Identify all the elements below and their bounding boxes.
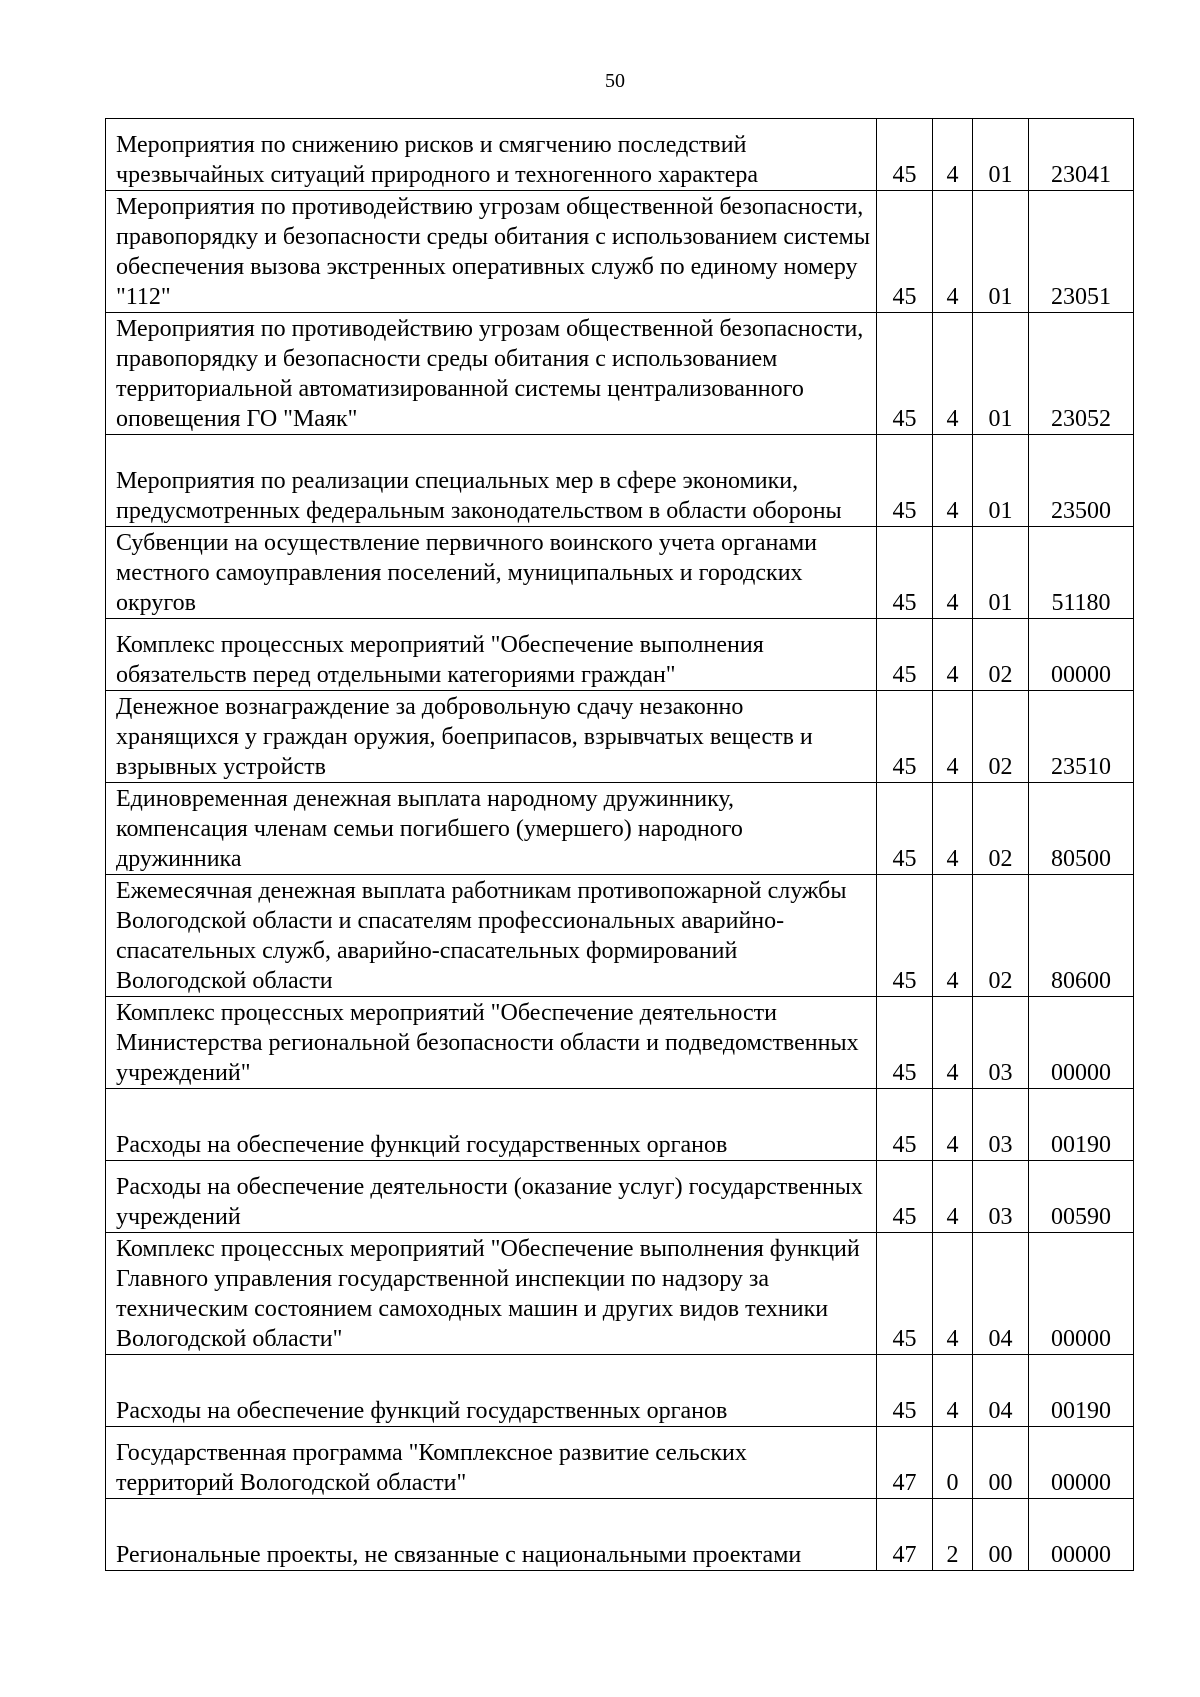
table-row <box>106 191 1134 313</box>
code-3: 03 <box>973 1089 1029 1161</box>
row-name: Расходы на обеспечение функций государственных органов <box>106 1355 877 1427</box>
code-3: 03 <box>973 1161 1029 1233</box>
code-4: 23500 <box>1029 435 1134 527</box>
table-row <box>106 527 1134 619</box>
table-row <box>106 1427 1134 1499</box>
code-1: 45 <box>877 119 933 191</box>
code-4: 00000 <box>1029 997 1134 1089</box>
code-1: 45 <box>877 435 933 527</box>
table-row <box>106 1355 1134 1427</box>
code-3: 01 <box>973 119 1029 191</box>
code-2: 4 <box>933 1355 973 1427</box>
code-4: 00190 <box>1029 1355 1134 1427</box>
code-1: 45 <box>877 191 933 313</box>
code-2: 4 <box>933 875 973 997</box>
table-row <box>106 119 1134 191</box>
row-name: Комплекс процессных мероприятий "Обеспечение выполнения функций Главного управления государственной инспекции по надзору за техническим состоянием самоходных машин и других видов техники Вологодской области" <box>106 1233 877 1355</box>
row-name: Мероприятия по противодействию угрозам общественной безопасности, правопорядку и безопасности среды обитания с использованием системы обеспечения вызова экстренных оперативных служб по единому номеру "112" <box>106 191 877 313</box>
row-name: Комплекс процессных мероприятий "Обеспечение деятельности Министерства региональной безопасности области и подведомственных учреждений" <box>106 997 877 1089</box>
code-1: 45 <box>877 997 933 1089</box>
budget-table <box>105 118 1134 1571</box>
row-name: Региональные проекты, не связанные с национальными проектами <box>106 1499 877 1571</box>
code-4: 80600 <box>1029 875 1134 997</box>
code-1: 45 <box>877 1161 933 1233</box>
code-4: 80500 <box>1029 783 1134 875</box>
table-row <box>106 1499 1134 1571</box>
table-row <box>106 875 1134 997</box>
table-row <box>106 783 1134 875</box>
code-1: 45 <box>877 1233 933 1355</box>
table-row <box>106 1233 1134 1355</box>
code-1: 45 <box>877 691 933 783</box>
code-3: 01 <box>973 435 1029 527</box>
code-1: 45 <box>877 527 933 619</box>
code-3: 00 <box>973 1427 1029 1499</box>
code-4: 00190 <box>1029 1089 1134 1161</box>
code-2: 4 <box>933 1233 973 1355</box>
code-4: 00000 <box>1029 1233 1134 1355</box>
code-3: 02 <box>973 875 1029 997</box>
code-2: 4 <box>933 119 973 191</box>
code-4: 00000 <box>1029 619 1134 691</box>
row-name: Денежное вознаграждение за добровольную сдачу незаконно хранящихся у граждан оружия, боеприпасов, взрывчатых веществ и взрывных устройств <box>106 691 877 783</box>
code-1: 45 <box>877 1089 933 1161</box>
row-name: Субвенции на осуществление первичного воинского учета органами местного самоуправления поселений, муниципальных и городских округов <box>106 527 877 619</box>
code-2: 4 <box>933 313 973 435</box>
code-3: 04 <box>973 1355 1029 1427</box>
code-3: 00 <box>973 1499 1029 1571</box>
code-3: 01 <box>973 313 1029 435</box>
code-1: 45 <box>877 1355 933 1427</box>
code-4: 51180 <box>1029 527 1134 619</box>
code-2: 4 <box>933 1161 973 1233</box>
code-2: 4 <box>933 1089 973 1161</box>
code-1: 47 <box>877 1499 933 1571</box>
code-1: 45 <box>877 875 933 997</box>
code-4: 23051 <box>1029 191 1134 313</box>
row-name: Государственная программа "Комплексное развитие сельских территорий Вологодской области" <box>106 1427 877 1499</box>
table-row <box>106 435 1134 527</box>
table-row <box>106 313 1134 435</box>
code-4: 00000 <box>1029 1499 1134 1571</box>
row-name: Комплекс процессных мероприятий "Обеспечение выполнения обязательств перед отдельными категориями граждан" <box>106 619 877 691</box>
code-1: 45 <box>877 783 933 875</box>
code-2: 2 <box>933 1499 973 1571</box>
code-4: 00000 <box>1029 1427 1134 1499</box>
code-2: 4 <box>933 783 973 875</box>
row-name: Мероприятия по противодействию угрозам общественной безопасности, правопорядку и безопасности среды обитания с использованием территориальной автоматизированной системы централизованного оповещения ГО "Маяк" <box>106 313 877 435</box>
table-row <box>106 1161 1134 1233</box>
row-name: Единовременная денежная выплата народному дружиннику, компенсация членам семьи погибшего (умершего) народного дружинника <box>106 783 877 875</box>
row-name: Расходы на обеспечение функций государственных органов <box>106 1089 877 1161</box>
code-4: 23510 <box>1029 691 1134 783</box>
table-row <box>106 691 1134 783</box>
code-2: 4 <box>933 997 973 1089</box>
code-2: 4 <box>933 435 973 527</box>
code-4: 23052 <box>1029 313 1134 435</box>
code-3: 01 <box>973 527 1029 619</box>
code-3: 02 <box>973 691 1029 783</box>
row-name: Ежемесячная денежная выплата работникам противопожарной службы Вологодской области и спасателям профессиональных аварийно-спасательных служб, аварийно-спасательных формирований Вологодской области <box>106 875 877 997</box>
code-3: 02 <box>973 783 1029 875</box>
table-row <box>106 619 1134 691</box>
page-number: 50 <box>605 70 625 92</box>
code-3: 03 <box>973 997 1029 1089</box>
code-4: 00590 <box>1029 1161 1134 1233</box>
row-name: Мероприятия по реализации специальных мер в сфере экономики, предусмотренных федеральным законодательством в области обороны <box>106 435 877 527</box>
code-3: 01 <box>973 191 1029 313</box>
code-2: 4 <box>933 527 973 619</box>
row-name: Расходы на обеспечение деятельности (оказание услуг) государственных учреждений <box>106 1161 877 1233</box>
row-name: Мероприятия по снижению рисков и смягчению последствий чрезвычайных ситуаций природного и техногенного характера <box>106 119 877 191</box>
code-2: 4 <box>933 619 973 691</box>
code-1: 45 <box>877 619 933 691</box>
code-2: 0 <box>933 1427 973 1499</box>
code-3: 02 <box>973 619 1029 691</box>
table-row <box>106 1089 1134 1161</box>
code-4: 23041 <box>1029 119 1134 191</box>
code-3: 04 <box>973 1233 1029 1355</box>
table-row <box>106 997 1134 1089</box>
code-1: 47 <box>877 1427 933 1499</box>
code-2: 4 <box>933 191 973 313</box>
code-2: 4 <box>933 691 973 783</box>
code-1: 45 <box>877 313 933 435</box>
